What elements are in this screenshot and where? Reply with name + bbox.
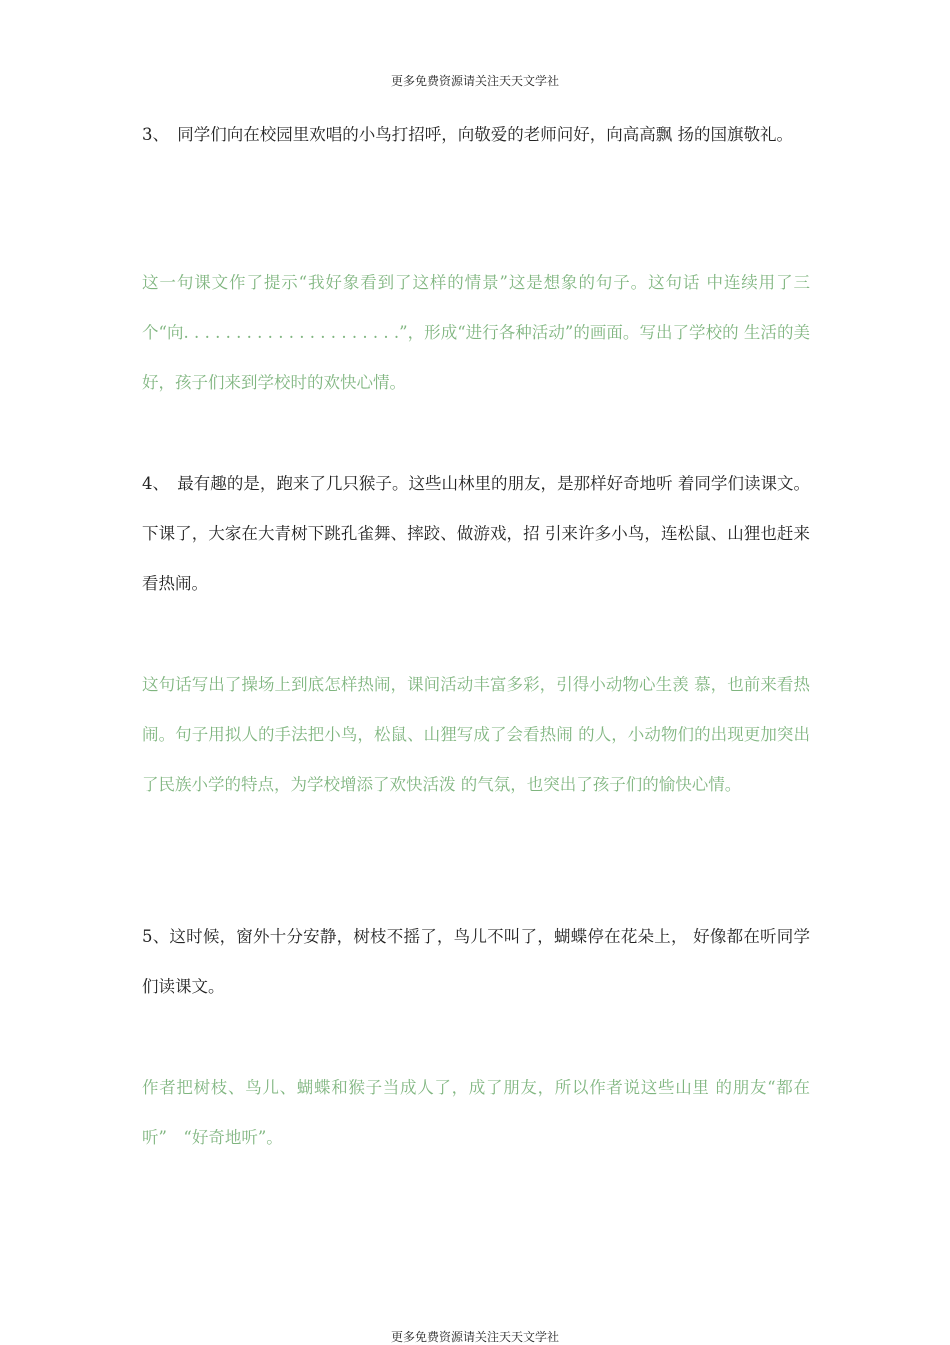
annotation-4: 这句话写出了操场上到底怎样热闹，课间活动丰富多彩，引得小动物心生羡 慕，也前来看热闹。句子用拟人的手法把小鸟，松鼠、山狸写成了会看热闹 的人，小动物们的出现更加突出了民族小学的特点，为学校增添了欢快活泼 的气氛，也突出了孩子们的愉快心情。 <box>142 675 810 794</box>
annotation-5: 作者把树枝、鸟儿、蝴蝶和猴子当成人了，成了朋友，所以作者说这些山里 的朋友“都在听” “好奇地听”。 <box>142 1078 810 1147</box>
annotation-3: 这一句课文作了提示“我好象看到了这样的情景”这是想象的句子。这句话 中连续用了三个“向. . . . . . . . . . . . . . . . . . . . .”，形成“进行各种活动”的画面。写出了学校的 生活的美好，孩子们来到学校时的欢快心情。 <box>142 273 810 392</box>
page-header: 更多免费资源请关注天天文学社 <box>390 74 559 88</box>
page-footer: 更多免费资源请关注天天文学社 <box>390 1330 559 1344</box>
paragraph-3: 3、 同学们向在校园里欢唱的小鸟打招呼，向敬爱的老师问好，向高高飘 扬的国旗敬礼。 <box>142 125 793 144</box>
paragraph-4: 4、 最有趣的是，跑来了几只猴子。这些山林里的朋友，是那样好奇地听 着同学们读课文。下课了，大家在大青树下跳孔雀舞、摔跤、做游戏，招 引来许多小鸟，连松鼠、山狸也赶来看热闹。 <box>142 474 810 593</box>
paragraph-5: 5、这时候，窗外十分安静，树枝不摇了，鸟儿不叫了，蝴蝶停在花朵上， 好像都在听同学们读课文。 <box>142 927 810 996</box>
